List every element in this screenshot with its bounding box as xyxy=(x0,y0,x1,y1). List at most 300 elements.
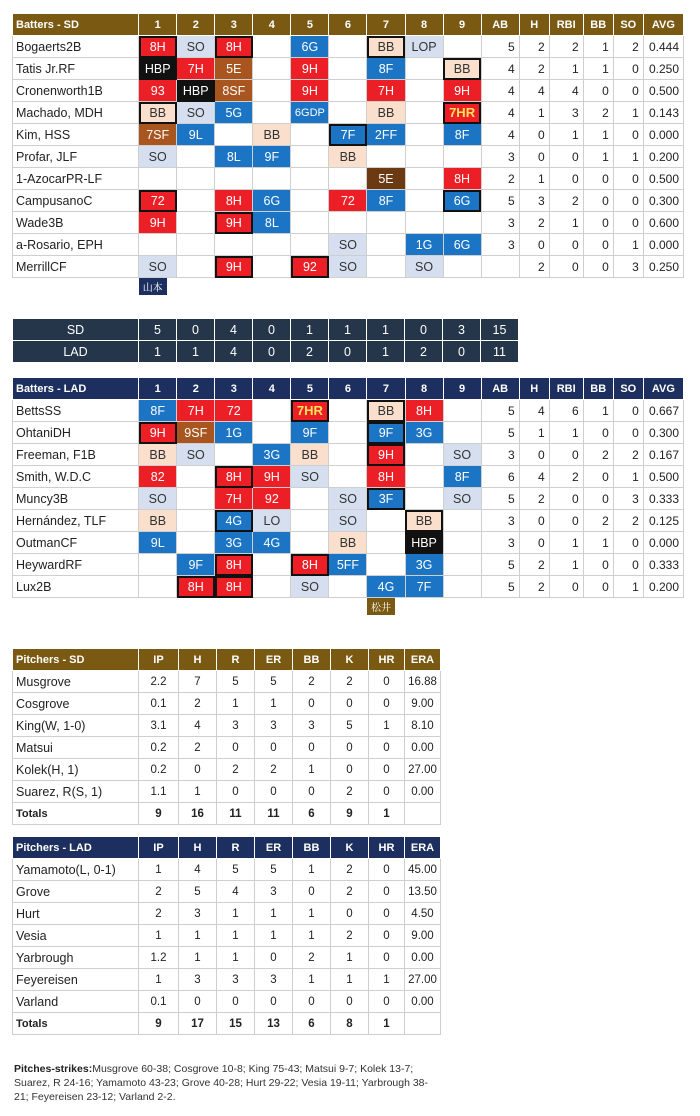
batter-row xyxy=(13,422,684,444)
at-bat-result: BB xyxy=(443,58,481,80)
stat-value: 0.500 xyxy=(643,466,683,488)
stat-value: 9.00 xyxy=(405,925,441,947)
relief-cell xyxy=(139,598,177,616)
batter-row xyxy=(13,58,684,80)
at-bat-result xyxy=(329,58,367,80)
pitcher-name: Grove xyxy=(13,881,139,903)
at-bat-result xyxy=(139,576,177,598)
batter-name: Bogaerts2B xyxy=(13,36,139,58)
relief-row xyxy=(13,598,684,616)
at-bat-result: 6GDP xyxy=(291,102,329,124)
at-bat-result xyxy=(253,422,291,444)
sd-pitching-table xyxy=(12,648,441,825)
at-bat-result: 93 xyxy=(139,80,177,102)
at-bat-result: SO xyxy=(329,234,367,256)
batter-name: Cronenworth1B xyxy=(13,80,139,102)
at-bat-result: 8H xyxy=(139,36,177,58)
at-bat-result: 9L xyxy=(177,124,215,146)
pitcher-row xyxy=(13,969,441,991)
relief-cell xyxy=(329,278,367,296)
stat-value: 3 xyxy=(613,256,643,278)
at-bat-result: HBP xyxy=(405,532,443,554)
stat-value: 0.00 xyxy=(405,991,441,1013)
stat-value: 0 xyxy=(293,881,331,903)
stat-value: 2 xyxy=(519,36,549,58)
stat-value: 1 xyxy=(519,102,549,124)
at-bat-result: SO xyxy=(329,510,367,532)
stat-value: 2 xyxy=(139,903,179,925)
at-bat-result: 82 xyxy=(139,466,177,488)
stat-value: 45.00 xyxy=(405,859,441,881)
stat-value: 0 xyxy=(613,168,643,190)
stat-value: 1 xyxy=(217,947,255,969)
at-bat-result: SO xyxy=(139,146,177,168)
batter-row xyxy=(13,146,684,168)
at-bat-result: 72 xyxy=(139,190,177,212)
stat-value: 1 xyxy=(255,903,293,925)
stat-value: 2 xyxy=(331,881,369,903)
stat-value: 1 xyxy=(549,422,583,444)
stat-value: 0.333 xyxy=(643,554,683,576)
batter-name: 1-AzocarPR-LF xyxy=(13,168,139,190)
stat-value: 0 xyxy=(519,124,549,146)
at-bat-result: 8H xyxy=(215,554,253,576)
inning-runs: 1 xyxy=(367,319,405,341)
relief-cell xyxy=(613,598,643,616)
stat-value: 0.167 xyxy=(643,444,683,466)
at-bat-result: 8H xyxy=(177,576,215,598)
stat-header: RBI xyxy=(549,14,583,36)
at-bat-result: 9H xyxy=(215,256,253,278)
total-value: 13 xyxy=(255,1013,293,1035)
at-bat-result xyxy=(291,510,329,532)
stat-value: 0 xyxy=(549,444,583,466)
stat-value: 0 xyxy=(583,466,613,488)
pitcher-row xyxy=(13,903,441,925)
relief-cell xyxy=(367,278,405,296)
stat-value: 0 xyxy=(293,781,331,803)
at-bat-result: 7HR xyxy=(443,102,481,124)
at-bat-result xyxy=(177,190,215,212)
stat-value: 4 xyxy=(179,715,217,737)
at-bat-result xyxy=(177,168,215,190)
at-bat-result: BB xyxy=(139,444,177,466)
at-bat-result: 3F xyxy=(367,488,405,510)
stat-header: AVG xyxy=(643,378,683,400)
at-bat-result xyxy=(329,102,367,124)
stat-value: 1 xyxy=(139,859,179,881)
stat-value: 2 xyxy=(519,212,549,234)
relief-cell xyxy=(253,278,291,296)
stat-value: 2 xyxy=(217,759,255,781)
batter-name: Profar, JLF xyxy=(13,146,139,168)
total-value: 11 xyxy=(217,803,255,825)
at-bat-result: 8SF xyxy=(215,80,253,102)
at-bat-result xyxy=(443,510,481,532)
stat-value: 1 xyxy=(217,925,255,947)
at-bat-result xyxy=(329,36,367,58)
stat-value: 0.300 xyxy=(643,422,683,444)
pitch-count-label: Pitches-strikes: xyxy=(14,1063,93,1075)
pitcher-row xyxy=(13,859,441,881)
stat-value: 3 xyxy=(613,488,643,510)
relief-cell xyxy=(643,278,683,296)
stat-value: 1.2 xyxy=(139,947,179,969)
at-bat-result xyxy=(443,256,481,278)
at-bat-result: BB xyxy=(139,510,177,532)
inning-header: 3 xyxy=(215,14,253,36)
stat-value: 0 xyxy=(293,991,331,1013)
at-bat-result: LO xyxy=(253,510,291,532)
batter-row xyxy=(13,124,684,146)
stat-header: AVG xyxy=(643,14,683,36)
at-bat-result xyxy=(253,256,291,278)
stat-value: 1 xyxy=(293,759,331,781)
at-bat-result xyxy=(367,510,405,532)
at-bat-result: 9SF xyxy=(177,422,215,444)
stat-value: 0 xyxy=(583,234,613,256)
at-bat-result: 1G xyxy=(405,234,443,256)
stat-value: 2 xyxy=(179,693,217,715)
stat-value: 3 xyxy=(255,881,293,903)
at-bat-result: 8H xyxy=(215,466,253,488)
at-bat-result: SO xyxy=(405,256,443,278)
stat-value: 27.00 xyxy=(405,969,441,991)
stat-value: 5 xyxy=(331,715,369,737)
stat-value: 0 xyxy=(369,991,405,1013)
at-bat-result: 6G xyxy=(443,190,481,212)
relief-row xyxy=(13,278,684,296)
batter-row xyxy=(13,488,684,510)
stat-value: 0 xyxy=(255,781,293,803)
at-bat-result xyxy=(329,444,367,466)
stat-value: 5 xyxy=(481,488,519,510)
relief-cell xyxy=(367,598,405,616)
stat-header: K xyxy=(331,649,369,671)
stat-value: 1 xyxy=(583,532,613,554)
stat-value: 2 xyxy=(583,510,613,532)
inning-header: 2 xyxy=(177,378,215,400)
batter-name: BettsSS xyxy=(13,400,139,422)
pitcher-name: Matsui xyxy=(13,737,139,759)
relief-cell xyxy=(253,598,291,616)
stat-value: 3 xyxy=(481,146,519,168)
stat-header: AB xyxy=(481,14,519,36)
stat-header: HR xyxy=(369,837,405,859)
stat-value: 0 xyxy=(613,80,643,102)
stat-value: 2 xyxy=(519,58,549,80)
stat-value: 0.667 xyxy=(643,400,683,422)
relief-cell xyxy=(405,278,443,296)
at-bat-result: 7H xyxy=(177,400,215,422)
stat-value: 0 xyxy=(549,488,583,510)
stat-value: 1 xyxy=(583,36,613,58)
at-bat-result: 8F xyxy=(367,58,405,80)
batter-name: Lux2B xyxy=(13,576,139,598)
batter-row xyxy=(13,168,684,190)
inning-header: 6 xyxy=(329,14,367,36)
stat-value: 0.250 xyxy=(643,58,683,80)
stat-header: BB xyxy=(583,378,613,400)
at-bat-result: 8H xyxy=(291,554,329,576)
at-bat-result: 8H xyxy=(215,36,253,58)
at-bat-result: 3G xyxy=(405,422,443,444)
inning-header: 6 xyxy=(329,378,367,400)
at-bat-result xyxy=(329,212,367,234)
stat-value: 1 xyxy=(549,532,583,554)
stat-value: 2 xyxy=(331,781,369,803)
stat-value: 0.000 xyxy=(643,532,683,554)
stat-value: 7 xyxy=(179,671,217,693)
at-bat-result: 8F xyxy=(139,400,177,422)
stat-value: 0 xyxy=(255,737,293,759)
stat-value: 0 xyxy=(369,693,405,715)
stat-value: 2 xyxy=(583,444,613,466)
at-bat-result xyxy=(405,80,443,102)
stat-value: 1.1 xyxy=(139,781,179,803)
inning-header: 3 xyxy=(215,378,253,400)
batter-row xyxy=(13,466,684,488)
stat-value: 0 xyxy=(369,759,405,781)
stat-value: 0.2 xyxy=(139,759,179,781)
stat-header: AB xyxy=(481,378,519,400)
inning-runs: 0 xyxy=(253,319,291,341)
at-bat-result xyxy=(177,212,215,234)
batter-name: OhtaniDH xyxy=(13,422,139,444)
stat-value: 1 xyxy=(293,969,331,991)
total-value xyxy=(405,803,441,825)
stat-value: 0 xyxy=(331,737,369,759)
header-row xyxy=(13,649,441,671)
stat-value: 0 xyxy=(179,991,217,1013)
at-bat-result: BB xyxy=(329,146,367,168)
inning-header: 4 xyxy=(253,378,291,400)
stat-value: 0 xyxy=(613,58,643,80)
at-bat-result xyxy=(329,168,367,190)
relief-cell xyxy=(443,598,481,616)
stat-value: 0.250 xyxy=(643,256,683,278)
stat-header: H xyxy=(519,378,549,400)
totals-row xyxy=(13,1013,441,1035)
stat-value: 1 xyxy=(369,969,405,991)
totals-row xyxy=(13,803,441,825)
pitch-count-text: Musgrove 60-38; Cosgrove 10-8; King 75-43; Matsui 9-7; Kolek 13-7; Suarez, R 24-16; Yamamoto 43-23; Grove 40-28; Hurt 29-22; Vesia 19-11; Yarbrough 38-21; Feyereisen 23-12; Varland 2-2. xyxy=(14,1063,429,1103)
pitcher-row xyxy=(13,881,441,903)
stat-value: 8.10 xyxy=(405,715,441,737)
stat-header: SO xyxy=(613,378,643,400)
pitcher-name: King(W, 1-0) xyxy=(13,715,139,737)
total-value: 9 xyxy=(139,803,179,825)
stat-value: 1 xyxy=(549,212,583,234)
at-bat-result: 8H xyxy=(405,400,443,422)
at-bat-result: SO xyxy=(177,102,215,124)
at-bat-result: BB xyxy=(367,102,405,124)
stat-value: 1 xyxy=(613,102,643,124)
inning-header: 1 xyxy=(139,14,177,36)
at-bat-result: 9H xyxy=(443,80,481,102)
stat-value: 0 xyxy=(583,576,613,598)
total-runs: 11 xyxy=(481,341,519,363)
stat-value: 1 xyxy=(519,422,549,444)
total-value: 6 xyxy=(293,803,331,825)
at-bat-result: 8H xyxy=(443,168,481,190)
stat-value: 0 xyxy=(255,991,293,1013)
at-bat-result: BB xyxy=(367,36,405,58)
at-bat-result xyxy=(215,124,253,146)
at-bat-result: 92 xyxy=(291,256,329,278)
stat-value: 2 xyxy=(549,36,583,58)
stat-header: BB xyxy=(293,649,331,671)
at-bat-result: 4G xyxy=(367,576,405,598)
at-bat-result xyxy=(253,234,291,256)
at-bat-result xyxy=(443,422,481,444)
pitcher-name: Musgrove xyxy=(13,671,139,693)
at-bat-result xyxy=(215,234,253,256)
at-bat-result: 2FF xyxy=(367,124,405,146)
stat-value: 1 xyxy=(293,903,331,925)
at-bat-result: 7H xyxy=(367,80,405,102)
pitcher-row xyxy=(13,925,441,947)
at-bat-result xyxy=(405,168,443,190)
at-bat-result: 92 xyxy=(253,488,291,510)
stat-value: 0 xyxy=(293,693,331,715)
at-bat-result xyxy=(405,488,443,510)
stat-value: 0 xyxy=(583,422,613,444)
stat-value: 0 xyxy=(331,991,369,1013)
at-bat-result: SO xyxy=(139,488,177,510)
at-bat-result: 9F xyxy=(367,422,405,444)
table-title: Batters - SD xyxy=(13,14,139,36)
at-bat-result: SO xyxy=(291,576,329,598)
stat-value: 0 xyxy=(369,947,405,969)
stat-value: 2.2 xyxy=(139,671,179,693)
relief-cell xyxy=(177,598,215,616)
at-bat-result xyxy=(367,532,405,554)
batter-name: Smith, W.D.C xyxy=(13,466,139,488)
at-bat-result: BB xyxy=(329,532,367,554)
stat-value: 0 xyxy=(519,234,549,256)
at-bat-result: 3G xyxy=(405,554,443,576)
at-bat-result xyxy=(329,80,367,102)
stat-value: 0.00 xyxy=(405,737,441,759)
stat-header: RBI xyxy=(549,378,583,400)
table-title: Pitchers - SD xyxy=(13,649,139,671)
batter-name: Kim, HSS xyxy=(13,124,139,146)
at-bat-result: 9H xyxy=(139,212,177,234)
stat-value: 0.000 xyxy=(643,234,683,256)
at-bat-result xyxy=(177,146,215,168)
stat-value: 13.50 xyxy=(405,881,441,903)
stat-value: 0 xyxy=(217,991,255,1013)
stat-value: 1 xyxy=(139,925,179,947)
stat-header: BB xyxy=(583,14,613,36)
stat-value: 3 xyxy=(481,234,519,256)
stat-value: 0.300 xyxy=(643,190,683,212)
batter-row xyxy=(13,80,684,102)
at-bat-result xyxy=(405,212,443,234)
pitcher-row xyxy=(13,737,441,759)
inning-header: 8 xyxy=(405,378,443,400)
stat-value: 4 xyxy=(179,859,217,881)
stat-header: ERA xyxy=(405,837,441,859)
team-name: LAD xyxy=(13,341,139,363)
at-bat-result: 8L xyxy=(253,212,291,234)
at-bat-result: LOP xyxy=(405,36,443,58)
at-bat-result: 8F xyxy=(443,124,481,146)
stat-value: 0 xyxy=(293,737,331,759)
inning-header: 8 xyxy=(405,14,443,36)
inning-runs: 1 xyxy=(177,341,215,363)
pitch-count-note xyxy=(14,1062,434,1104)
at-bat-result xyxy=(405,102,443,124)
batter-row xyxy=(13,234,684,256)
totals-label: Totals xyxy=(13,1013,139,1035)
at-bat-result: 6G xyxy=(291,36,329,58)
stat-value: 0 xyxy=(549,256,583,278)
batter-name: MerrillCF xyxy=(13,256,139,278)
inning-runs: 5 xyxy=(139,319,177,341)
at-bat-result: 8F xyxy=(367,190,405,212)
at-bat-result xyxy=(405,444,443,466)
total-value: 8 xyxy=(331,1013,369,1035)
stat-header: BB xyxy=(293,837,331,859)
batter-name: Wade3B xyxy=(13,212,139,234)
stat-value: 1 xyxy=(293,859,331,881)
stat-value: 0 xyxy=(583,488,613,510)
relief-cell xyxy=(613,278,643,296)
stat-value: 1 xyxy=(217,693,255,715)
at-bat-result xyxy=(253,554,291,576)
at-bat-result: 9H xyxy=(215,212,253,234)
at-bat-result xyxy=(177,488,215,510)
relief-cell xyxy=(329,598,367,616)
relief-cell xyxy=(215,598,253,616)
stat-value: 0 xyxy=(583,168,613,190)
total-value: 9 xyxy=(331,803,369,825)
batter-name: Tatis Jr.RF xyxy=(13,58,139,80)
at-bat-result: 9H xyxy=(253,466,291,488)
total-runs: 15 xyxy=(481,319,519,341)
stat-value: 0 xyxy=(613,532,643,554)
stat-value: 1 xyxy=(613,576,643,598)
batter-row xyxy=(13,102,684,124)
stat-value: 0 xyxy=(369,881,405,903)
at-bat-result xyxy=(253,80,291,102)
at-bat-result xyxy=(405,190,443,212)
line-score-table xyxy=(12,318,519,363)
stat-value: 1 xyxy=(549,554,583,576)
at-bat-result: 9F xyxy=(177,554,215,576)
at-bat-result xyxy=(367,146,405,168)
stat-value: 16.88 xyxy=(405,671,441,693)
at-bat-result: 5E xyxy=(367,168,405,190)
total-value: 9 xyxy=(139,1013,179,1035)
at-bat-result xyxy=(329,400,367,422)
relief-cell xyxy=(443,278,481,296)
at-bat-result: SO xyxy=(443,488,481,510)
stat-header: H xyxy=(179,649,217,671)
at-bat-result: 9H xyxy=(139,422,177,444)
at-bat-result: 9H xyxy=(291,80,329,102)
stat-value: 5 xyxy=(481,190,519,212)
at-bat-result xyxy=(291,532,329,554)
pitcher-name: Feyereisen xyxy=(13,969,139,991)
at-bat-result xyxy=(253,168,291,190)
stat-header: H xyxy=(179,837,217,859)
at-bat-result xyxy=(291,146,329,168)
at-bat-result xyxy=(443,532,481,554)
at-bat-result: SO xyxy=(443,444,481,466)
